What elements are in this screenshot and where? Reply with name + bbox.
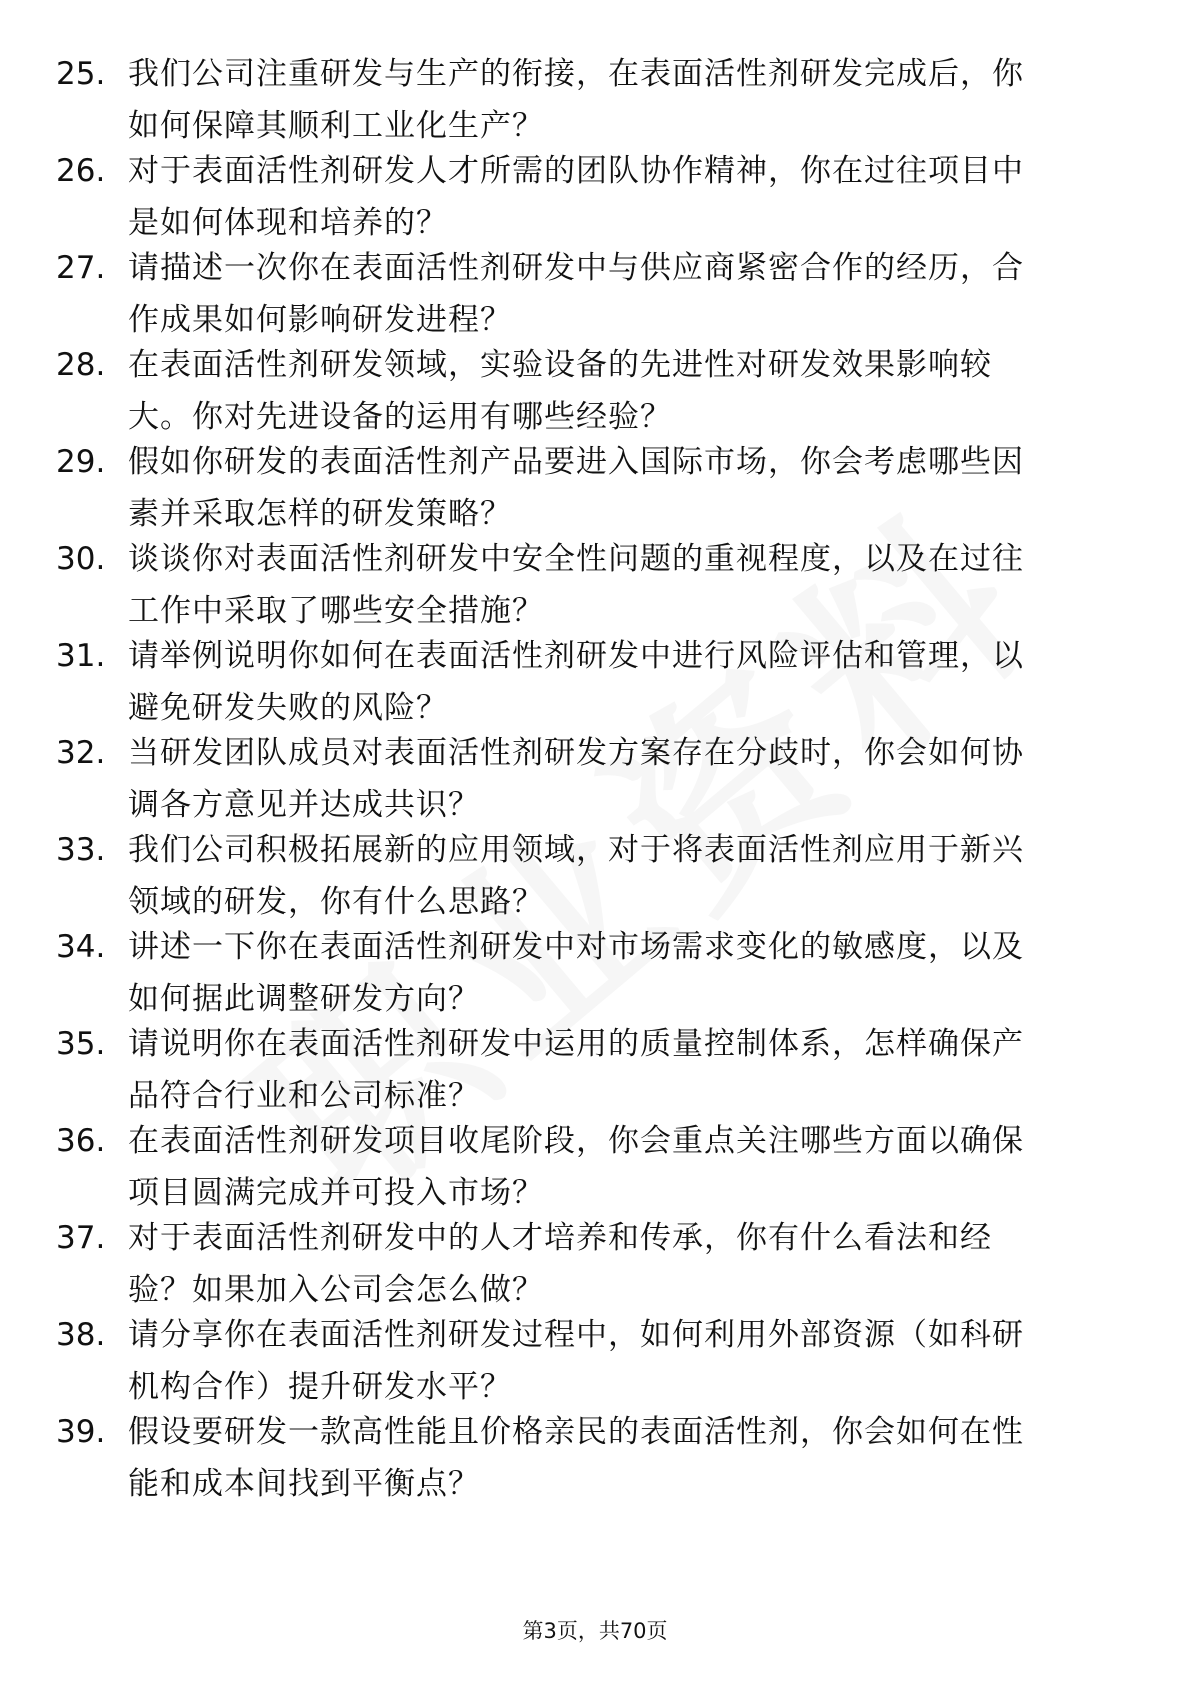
question-number: 27. [56, 250, 106, 286]
question-text-line: 领域的研发，你有什么思路？ [128, 884, 544, 920]
question-number: 37. [56, 1220, 106, 1256]
question-text-line: 机构合作）提升研发水平？ [128, 1369, 512, 1405]
question-text [128, 149, 1108, 253]
question-text-line: 工作中采取了哪些安全措施？ [128, 593, 544, 629]
question-text [128, 440, 1108, 544]
question-text-line: 在表面活性剂研发项目收尾阶段，你会重点关注哪些方面以确保 [128, 1123, 1024, 1159]
question-text-line: 验？如果加入公司会怎么做？ [128, 1272, 544, 1308]
question-text-line: 假如你研发的表面活性剂产品要进入国际市场，你会考虑哪些因 [128, 444, 1024, 480]
question-text [128, 634, 1108, 738]
page-number-label: 第3页，共70页 [522, 1619, 668, 1643]
question-text-line: 能和成本间找到平衡点？ [128, 1466, 480, 1502]
question-number: 31. [56, 638, 106, 674]
question-text-line: 谈谈你对表面活性剂研发中安全性问题的重视程度，以及在过往 [128, 541, 1024, 577]
question-number: 30. [56, 541, 106, 577]
question-text [128, 1022, 1108, 1126]
question-number: 29. [56, 444, 106, 480]
question-text-line: 我们公司注重研发与生产的衔接，在表面活性剂研发完成后，你 [128, 56, 1024, 92]
question-text [128, 343, 1108, 447]
question-number: 38. [56, 1317, 106, 1353]
question-number: 35. [56, 1026, 106, 1062]
question-number: 28. [56, 347, 106, 383]
question-text-line: 当研发团队成员对表面活性剂研发方案存在分歧时，你会如何协 [128, 735, 1024, 771]
question-text [128, 246, 1108, 350]
question-text [128, 1216, 1108, 1320]
question-text [128, 1119, 1108, 1223]
page-footer [0, 1617, 1190, 1645]
question-text [128, 828, 1108, 932]
question-text [128, 1313, 1108, 1417]
question-text-line: 请举例说明你如何在表面活性剂研发中进行风险评估和管理，以 [128, 638, 1024, 674]
question-number: 39. [56, 1414, 106, 1450]
question-text-line: 如何据此调整研发方向？ [128, 981, 480, 1017]
question-number: 36. [56, 1123, 106, 1159]
question-text-line: 避免研发失败的风险？ [128, 690, 448, 726]
question-text-line: 如何保障其顺利工业化生产？ [128, 108, 544, 144]
question-text [128, 52, 1108, 156]
question-text-line: 品符合行业和公司标准？ [128, 1078, 480, 1114]
question-number: 26. [56, 153, 106, 189]
question-text-line: 在表面活性剂研发领域，实验设备的先进性对研发效果影响较 [128, 347, 992, 383]
question-text-line: 大。你对先进设备的运用有哪些经验？ [128, 399, 672, 435]
question-text-line: 素并采取怎样的研发策略？ [128, 496, 512, 532]
question-text-line: 对于表面活性剂研发人才所需的团队协作精神，你在过往项目中 [128, 153, 1024, 189]
question-text-line: 请分享你在表面活性剂研发过程中，如何利用外部资源（如科研 [128, 1317, 1024, 1353]
question-text-line: 作成果如何影响研发进程？ [128, 302, 512, 338]
question-text [128, 731, 1108, 835]
question-text [128, 925, 1108, 1029]
question-text-line: 请描述一次你在表面活性剂研发中与供应商紧密合作的经历，合 [128, 250, 1024, 286]
question-text-line: 假设要研发一款高性能且价格亲民的表面活性剂，你会如何在性 [128, 1414, 1024, 1450]
question-text-line: 请说明你在表面活性剂研发中运用的质量控制体系，怎样确保产 [128, 1026, 1024, 1062]
question-text-line: 对于表面活性剂研发中的人才培养和传承，你有什么看法和经 [128, 1220, 992, 1256]
question-text [128, 537, 1108, 641]
question-text-line: 调各方意见并达成共识？ [128, 787, 480, 823]
question-text-line: 我们公司积极拓展新的应用领域，对于将表面活性剂应用于新兴 [128, 832, 1024, 868]
question-text-line: 是如何体现和培养的？ [128, 205, 448, 241]
question-number: 32. [56, 735, 106, 771]
question-text-line: 讲述一下你在表面活性剂研发中对市场需求变化的敏感度，以及 [128, 929, 1024, 965]
question-text [128, 1410, 1108, 1514]
question-text-line: 项目圆满完成并可投入市场？ [128, 1175, 544, 1211]
question-number: 34. [56, 929, 106, 965]
question-number: 33. [56, 832, 106, 868]
question-number: 25. [56, 56, 106, 92]
